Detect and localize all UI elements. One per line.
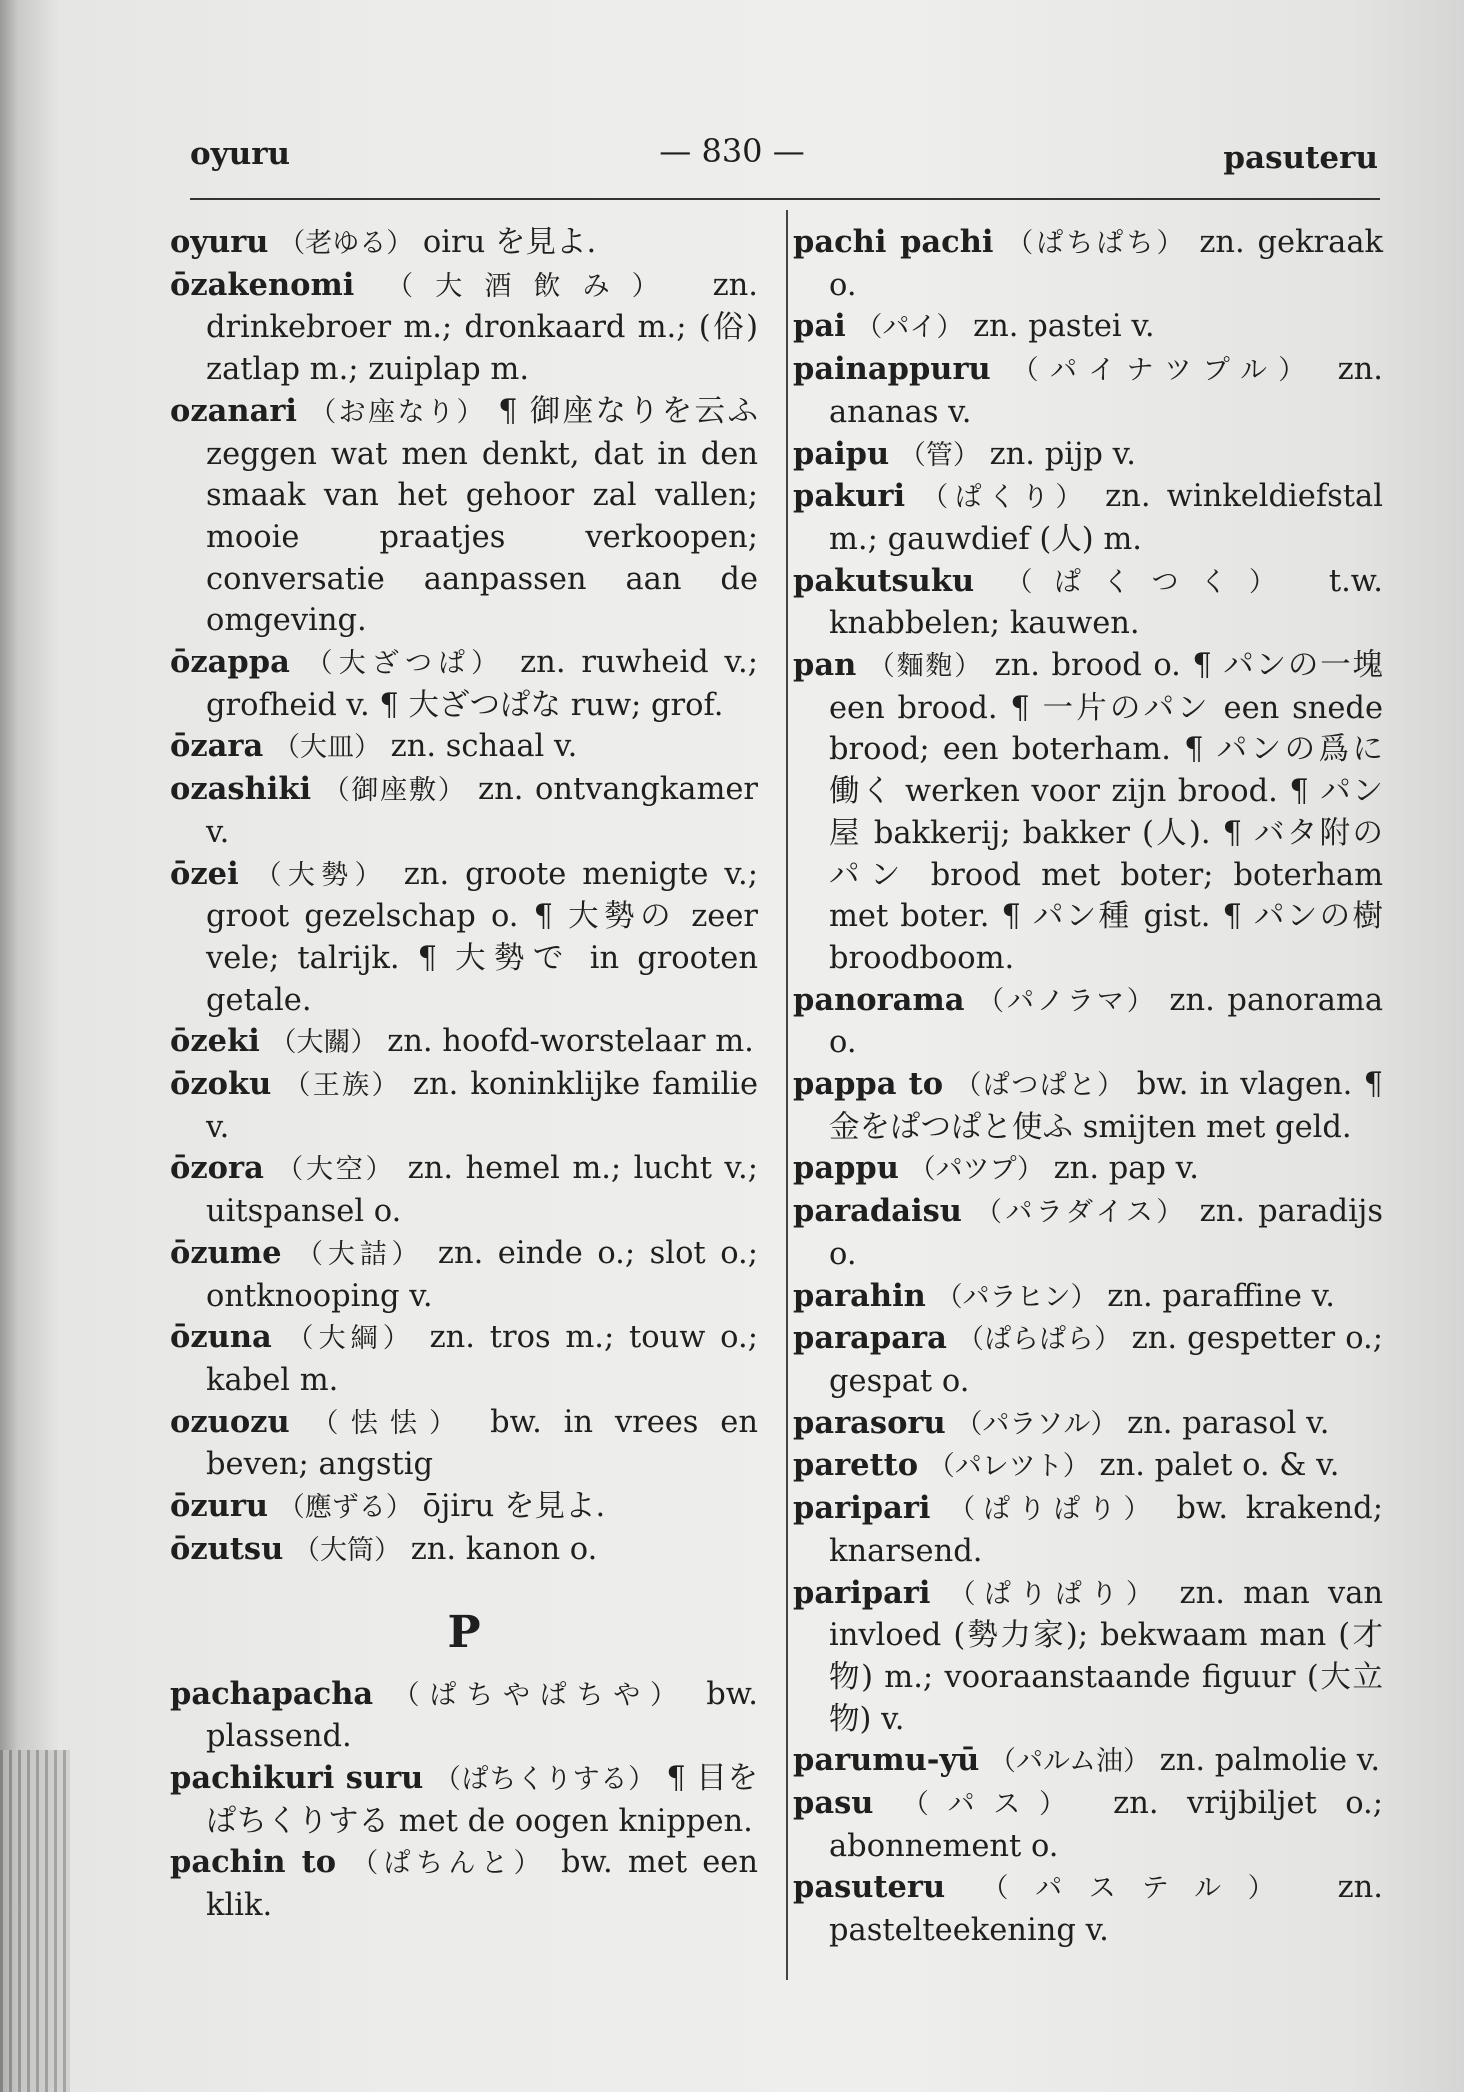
entry-definition: ¶ 御座なりを云ふ zeggen wat men denkt, dat in den smaak van het gehoor zal vallen; mooie praatjes verkoopen; conversatie aanpassen aan de omgeving.	[206, 393, 759, 639]
entry-definition: bw. in vrees en beven; angstig	[206, 1404, 758, 1483]
entry-definition: zn. ananas v.	[829, 352, 1383, 430]
entry-kanji: （パイ）	[855, 312, 964, 344]
entry-definition: bw. plassend.	[206, 1676, 758, 1755]
entry-definition: zn. paraffine v.	[1107, 1278, 1335, 1314]
entry-definition: bw. krakend; knarsend.	[829, 1491, 1383, 1569]
entry-headword: pachin to	[170, 1844, 337, 1881]
dictionary-entry	[793, 1403, 1383, 1446]
right-column	[793, 222, 1383, 1952]
dictionary-entry	[170, 1486, 758, 1529]
dictionary-entry	[793, 1488, 1383, 1572]
entry-definition: zn. gekraak o.	[829, 225, 1383, 303]
entry-headword: paretto	[793, 1447, 919, 1484]
entry-definition: zn. hoofd-worstelaar m.	[387, 1024, 754, 1060]
entry-definition: zn. paradijs o.	[829, 1194, 1383, 1272]
entry-kanji: （ぱりぱり）	[948, 1494, 1159, 1526]
entry-definition: zn. groote menigte v.; groot gezelschap o. ¶ 大勢の zeer vele; talrijk. ¶ 大勢で in grooten getale.	[206, 856, 758, 1018]
entry-definition: zn. drinkebroer m.; dronkaard m.; (俗) zatlap m.; zuiplap m.	[206, 267, 759, 388]
entry-definition: zn. brood o. ¶ パンの一塊 een brood. ¶ 一片のパン een snede brood; een boterham. ¶ パンの爲に働く werken voor zijn brood. ¶ パン屋 bakkerij; bakker (人). ¶ バタ附のパン brood met boter; boterham met boter. ¶ パン種 gist. ¶ パンの樹 broodboom.	[829, 648, 1384, 976]
entry-kanji: （パルム油）	[989, 1746, 1150, 1778]
dictionary-entry	[170, 391, 758, 642]
entry-headword: paripari	[793, 1574, 931, 1611]
page-edge-shadow	[0, 1750, 70, 2092]
entry-headword: ozanari	[170, 392, 298, 429]
dictionary-entry	[170, 1064, 758, 1148]
dictionary-entry	[170, 265, 758, 391]
entry-headword: pasu	[793, 1785, 874, 1822]
entry-definition: zn. panorama o.	[829, 982, 1384, 1061]
dictionary-entry	[793, 1191, 1383, 1275]
entry-kanji: （パノラマ）	[977, 985, 1157, 1017]
entry-definition: zn. ontvangkamer v.	[206, 772, 759, 850]
entry-kanji: （應ずる）	[277, 1492, 413, 1524]
dictionary-entry	[170, 222, 758, 265]
entry-headword: ōzutsu	[170, 1530, 284, 1567]
entry-kanji: （パラソル）	[955, 1408, 1118, 1440]
entry-definition: ¶ 目をぱちくりする met de oogen knippen.	[206, 1760, 759, 1839]
dictionary-entry	[793, 222, 1383, 306]
entry-definition: zn. palet o. & v.	[1099, 1448, 1340, 1484]
entry-headword: ōzoku	[170, 1066, 272, 1103]
entry-kanji: （ぱちくりする）	[433, 1763, 656, 1795]
entry-definition: zn. pap v.	[1053, 1151, 1199, 1187]
entry-headword: paradaisu	[793, 1193, 962, 1230]
entry-kanji: （大ざつぱ）	[305, 648, 505, 680]
dictionary-entry	[793, 306, 1383, 349]
entry-kanji: （管）	[898, 439, 980, 471]
entry-definition: zn. einde o.; slot o.; ontknooping v.	[206, 1235, 758, 1314]
entry-headword: pasuteru	[793, 1869, 946, 1906]
left-column	[170, 222, 758, 1927]
entry-headword: parasoru	[793, 1404, 946, 1441]
entry-kanji: （ぱつぱと）	[954, 1070, 1126, 1102]
entry-definition: zn. winkeldiefstal m.; gauwdief (人) m.	[829, 479, 1383, 557]
entry-kanji: （老ゆる）	[278, 228, 414, 259]
entry-headword: pai	[793, 308, 846, 345]
entry-headword: pappu	[793, 1150, 899, 1187]
entry-kanji: （怯怯）	[311, 1407, 469, 1439]
dictionary-entry	[793, 1740, 1383, 1783]
section-letter: P	[447, 1606, 481, 1658]
entry-headword: pachikuri suru	[170, 1759, 424, 1796]
entry-kanji: （ぱちんと）	[351, 1848, 546, 1880]
entry-kanji: （麵麭）	[867, 651, 984, 683]
dictionary-entry	[170, 1842, 758, 1926]
dictionary-entry	[793, 1445, 1383, 1488]
entry-headword: ozuozu	[170, 1403, 290, 1440]
dictionary-entry	[170, 1317, 758, 1401]
entry-headword: ōzei	[170, 855, 239, 892]
entry-kanji: （大皿）	[272, 732, 381, 764]
entry-headword: pachi pachi	[793, 224, 994, 260]
dictionary-entry	[170, 1758, 758, 1842]
entry-kanji: （御座敷）	[322, 775, 467, 807]
page-header	[0, 132, 1464, 182]
entry-definition: zn. palmolie v.	[1159, 1743, 1381, 1779]
entry-headword: ozashiki	[170, 771, 312, 808]
dictionary-entry	[170, 1233, 758, 1317]
entry-kanji: （パラヒン）	[935, 1281, 1098, 1313]
entry-definition: oiru を見よ.	[422, 225, 597, 260]
entry-headword: ōzora	[170, 1150, 264, 1187]
entry-kanji: （大勢）	[254, 859, 388, 891]
entry-headword: painappuru	[793, 351, 991, 388]
entry-headword: ōzakenomi	[170, 266, 355, 303]
entry-definition: zn. gespetter o.; gespat o.	[829, 1321, 1384, 1399]
entry-definition: zn. tros m.; touw o.; kabel m.	[206, 1320, 758, 1398]
entry-kanji: （ぱくり）	[921, 482, 1089, 514]
entry-kanji: （パレツト）	[927, 1451, 1090, 1483]
entry-definition: zn. koninklijke familie v.	[206, 1067, 758, 1145]
entry-definition: zn. ruwheid v.; grofheid v. ¶ 大ざつぱな ruw; grof.	[206, 645, 759, 723]
dictionary-entry	[793, 1867, 1383, 1951]
entry-definition: zn. pijp v.	[989, 436, 1136, 472]
dictionary-entry	[793, 645, 1383, 980]
entry-kanji: （大綱）	[286, 1323, 415, 1355]
entry-kanji: （パス）	[901, 1789, 1085, 1821]
entry-kanji: （王族）	[283, 1070, 401, 1102]
running-head-right: pasuteru	[1223, 140, 1378, 176]
entry-kanji: （ぱちやぱちや）	[392, 1679, 687, 1711]
dictionary-entry	[793, 1783, 1383, 1867]
entry-definition: bw. met een klik.	[206, 1845, 758, 1924]
entry-definition: zn. kanon o.	[410, 1531, 598, 1567]
entry-kanji: （パステル）	[981, 1873, 1302, 1905]
entry-kanji: （パツプ）	[908, 1154, 1044, 1186]
entry-headword: paipu	[793, 435, 890, 472]
dictionary-entry	[170, 1402, 758, 1486]
running-head-left: oyuru	[190, 136, 291, 172]
header-rule	[190, 198, 1380, 200]
entry-kanji: （パラダイス）	[975, 1197, 1187, 1229]
entry-headword: oyuru	[170, 224, 269, 260]
entry-headword: ōzuru	[170, 1488, 269, 1525]
entry-definition: t.w. knabbelen; kauwen.	[829, 563, 1383, 642]
entry-headword: pakuri	[793, 478, 906, 515]
entry-definition: zn. hemel m.; lucht v.; uitspansel o.	[206, 1151, 759, 1230]
dictionary-entry	[793, 1064, 1383, 1148]
entry-kanji: （お座なり）	[309, 396, 486, 428]
entry-definition: ōjiru を見よ.	[422, 1489, 606, 1525]
page-number: — 830 —	[659, 132, 805, 170]
entry-headword: pan	[793, 647, 857, 684]
entry-headword: paripari	[793, 1490, 931, 1527]
entry-headword: pakutsuku	[793, 562, 975, 599]
entry-kanji: （パイナツプル）	[1011, 355, 1317, 387]
dictionary-entry	[793, 349, 1383, 433]
dictionary-entry	[170, 1529, 758, 1572]
dictionary-entry	[170, 726, 758, 769]
dictionary-entry	[793, 1276, 1383, 1319]
dictionary-entry	[793, 1573, 1383, 1741]
entry-headword: pachapacha	[170, 1675, 374, 1712]
entry-definition: bw. in vlagen. ¶ 金をぱつぱと使ふ smijten met geld.	[829, 1067, 1383, 1145]
entry-kanji: （大關）	[269, 1027, 378, 1059]
entry-headword: panorama	[793, 981, 965, 1018]
dictionary-entry	[793, 1148, 1383, 1191]
entry-kanji: （大酒飲み）	[386, 270, 681, 302]
entry-headword: ōzeki	[170, 1023, 260, 1060]
dictionary-entry	[170, 854, 758, 1022]
entry-definition: zn. pastelteekening v.	[829, 1870, 1383, 1949]
entry-headword: parumu-yū	[793, 1742, 980, 1779]
dictionary-entry	[170, 1021, 758, 1064]
entry-kanji: （ぱらぱら）	[956, 1324, 1122, 1356]
entry-kanji: （大詰）	[296, 1238, 424, 1270]
entry-definition: zn. parasol v.	[1127, 1405, 1330, 1441]
dictionary-entry	[170, 1148, 758, 1232]
dictionary-entry	[793, 980, 1383, 1064]
entry-headword: ōzuna	[170, 1319, 272, 1356]
dictionary-entry	[793, 434, 1383, 477]
entry-kanji: （大空）	[276, 1154, 396, 1186]
dictionary-entry	[170, 1674, 758, 1758]
dictionary-entry	[793, 1318, 1383, 1402]
entry-definition: zn. man van invloed (勢力家); bekwaam man (才物) m.; vooraanstaande figuur (大立物) v.	[829, 1575, 1384, 1737]
entry-headword: ōzara	[170, 728, 264, 765]
entry-definition: zn. schaal v.	[390, 729, 578, 765]
entry-kanji: （ぱくつく）	[1005, 566, 1298, 598]
dictionary-entry	[170, 642, 758, 726]
entry-headword: ōzume	[170, 1234, 282, 1271]
entry-headword: ōzappa	[170, 644, 290, 681]
entry-kanji: （ぱりぱり）	[948, 1578, 1162, 1610]
entry-kanji: （大筒）	[292, 1534, 401, 1566]
column-divider	[786, 210, 788, 1980]
entry-definition: zn. pastei v.	[973, 309, 1155, 345]
entry-headword: parahin	[793, 1277, 926, 1314]
dictionary-entry	[793, 561, 1383, 645]
entry-kanji: （ぱちぱち）	[1006, 228, 1187, 259]
entry-definition: zn. vrijbiljet o.; abonnement o.	[829, 1786, 1384, 1864]
entry-headword: pappa to	[793, 1066, 944, 1103]
entry-headword: parapara	[793, 1320, 947, 1357]
dictionary-entry	[793, 476, 1383, 560]
dictionary-entry	[170, 769, 758, 853]
